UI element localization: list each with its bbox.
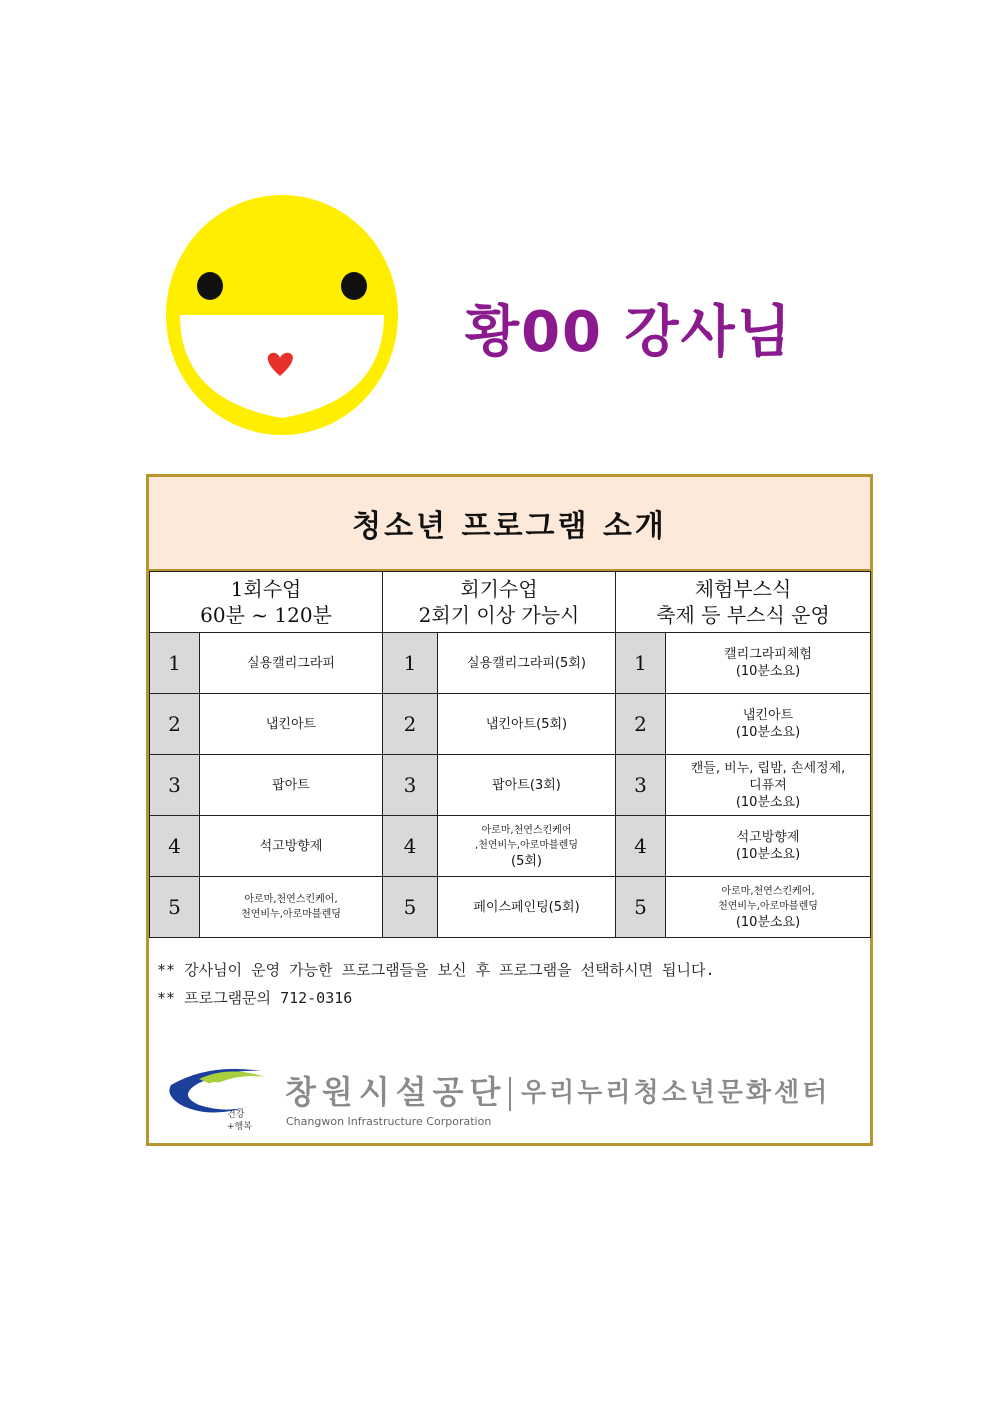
table-row: [150, 877, 871, 938]
row-number: 2: [150, 694, 200, 755]
program-item-line: 아로마,천연스킨케어,: [244, 894, 338, 905]
program-item-duration: (10분소요): [735, 914, 801, 930]
program-item-line: 천연비누,아로마블렌딩: [241, 909, 341, 920]
program-table: [149, 571, 871, 938]
program-item-duration: (10분소요): [735, 664, 801, 679]
program-title: 청소년 프로그램 소개: [149, 477, 870, 571]
table-row: [150, 755, 871, 816]
program-item-line: 석고방향제: [736, 830, 800, 845]
program-item: [666, 633, 871, 694]
program-item: 팝아트(3회): [438, 755, 616, 816]
row-number: 2: [616, 694, 666, 755]
program-item-line: 디퓨져: [749, 777, 787, 793]
program-item: 실용캘리그라피(5회): [438, 633, 616, 694]
note-line: ** 강사님이 운영 가능한 프로그램들을 보신 후 프로그램을 선택하시면 됩니다.: [157, 961, 715, 979]
program-item: [666, 877, 871, 938]
row-number: 2: [383, 694, 438, 755]
table-row: [150, 633, 871, 694]
program-item: [666, 694, 871, 755]
row-number: 3: [150, 755, 200, 816]
notes: [149, 938, 870, 1012]
column-header-line2: 2회기 이상 가능시: [418, 603, 580, 627]
program-item: [200, 877, 383, 938]
emblem-text-top: 건강: [227, 1110, 245, 1120]
row-number: 5: [150, 877, 200, 938]
row-number: 3: [383, 755, 438, 816]
column-header-session: [383, 572, 616, 633]
row-number: 5: [616, 877, 666, 938]
program-item: 냅킨아트: [200, 694, 383, 755]
program-item-line: 캘리그라피체험: [724, 647, 812, 662]
program-item: 석고방향제: [200, 816, 383, 877]
program-item: 페이스페인팅(5회): [438, 877, 616, 938]
program-item: 팝아트: [200, 755, 383, 816]
program-item-line: 캔들, 비누, 립밤, 손세정제,: [690, 760, 846, 776]
program-item-line: 아로마,천연스킨케어: [481, 824, 572, 836]
row-number: 1: [616, 633, 666, 694]
smiley-face-icon: [160, 190, 405, 440]
program-item: [438, 816, 616, 877]
table-header-row: [150, 572, 871, 633]
org-name-en: Changwon Infrastructure Corporation: [286, 1115, 492, 1128]
program-item: [666, 816, 871, 877]
column-header-line1: 회기수업: [460, 577, 538, 601]
column-header-booth: [616, 572, 871, 633]
program-item-line: 냅킨아트: [742, 708, 794, 723]
table-row: [150, 694, 871, 755]
column-header-line1: 1회수업: [230, 577, 302, 601]
program-item-duration: (10분소요): [735, 847, 801, 862]
program-item-duration: (10분소요): [735, 725, 801, 740]
row-number: 4: [383, 816, 438, 877]
org-logo: [169, 1057, 859, 1137]
org-name: 창원시설공단: [285, 1073, 507, 1111]
emblem-text-bottom: +행복: [227, 1122, 252, 1132]
table-row: [150, 816, 871, 877]
program-item-duration: (10분소요): [735, 794, 801, 810]
row-number: 1: [383, 633, 438, 694]
row-number: 4: [616, 816, 666, 877]
program-item-line: 천연비누,아로마블렌딩: [718, 900, 818, 912]
program-item: 냅킨아트(5회): [438, 694, 616, 755]
note-line: ** 프로그램문의 712-0316: [157, 989, 353, 1007]
row-number: 1: [150, 633, 200, 694]
row-number: 4: [150, 816, 200, 877]
program-item-line: 아로마,천연스킨케어,: [721, 885, 815, 897]
program-item-line: ,천연비누,아로마블렌딩: [475, 839, 578, 851]
column-header-single: [150, 572, 383, 633]
logo-divider: [509, 1077, 511, 1111]
program-item: [666, 755, 871, 816]
row-number: 5: [383, 877, 438, 938]
instructor-name: 황00 강사님: [465, 300, 793, 365]
column-header-line1: 체험부스식: [694, 577, 792, 601]
program-item: 실용캘리그라피: [200, 633, 383, 694]
program-frame: [146, 474, 873, 1146]
column-header-line2: 60분 ~ 120분: [200, 603, 332, 627]
center-name: 우리누리청소년문화센터: [521, 1078, 831, 1108]
program-item-sessions: (5회): [511, 853, 542, 869]
emblem-icon: [169, 1069, 265, 1132]
column-header-line2: 축제 등 부스식 운영: [656, 603, 830, 627]
row-number: 3: [616, 755, 666, 816]
